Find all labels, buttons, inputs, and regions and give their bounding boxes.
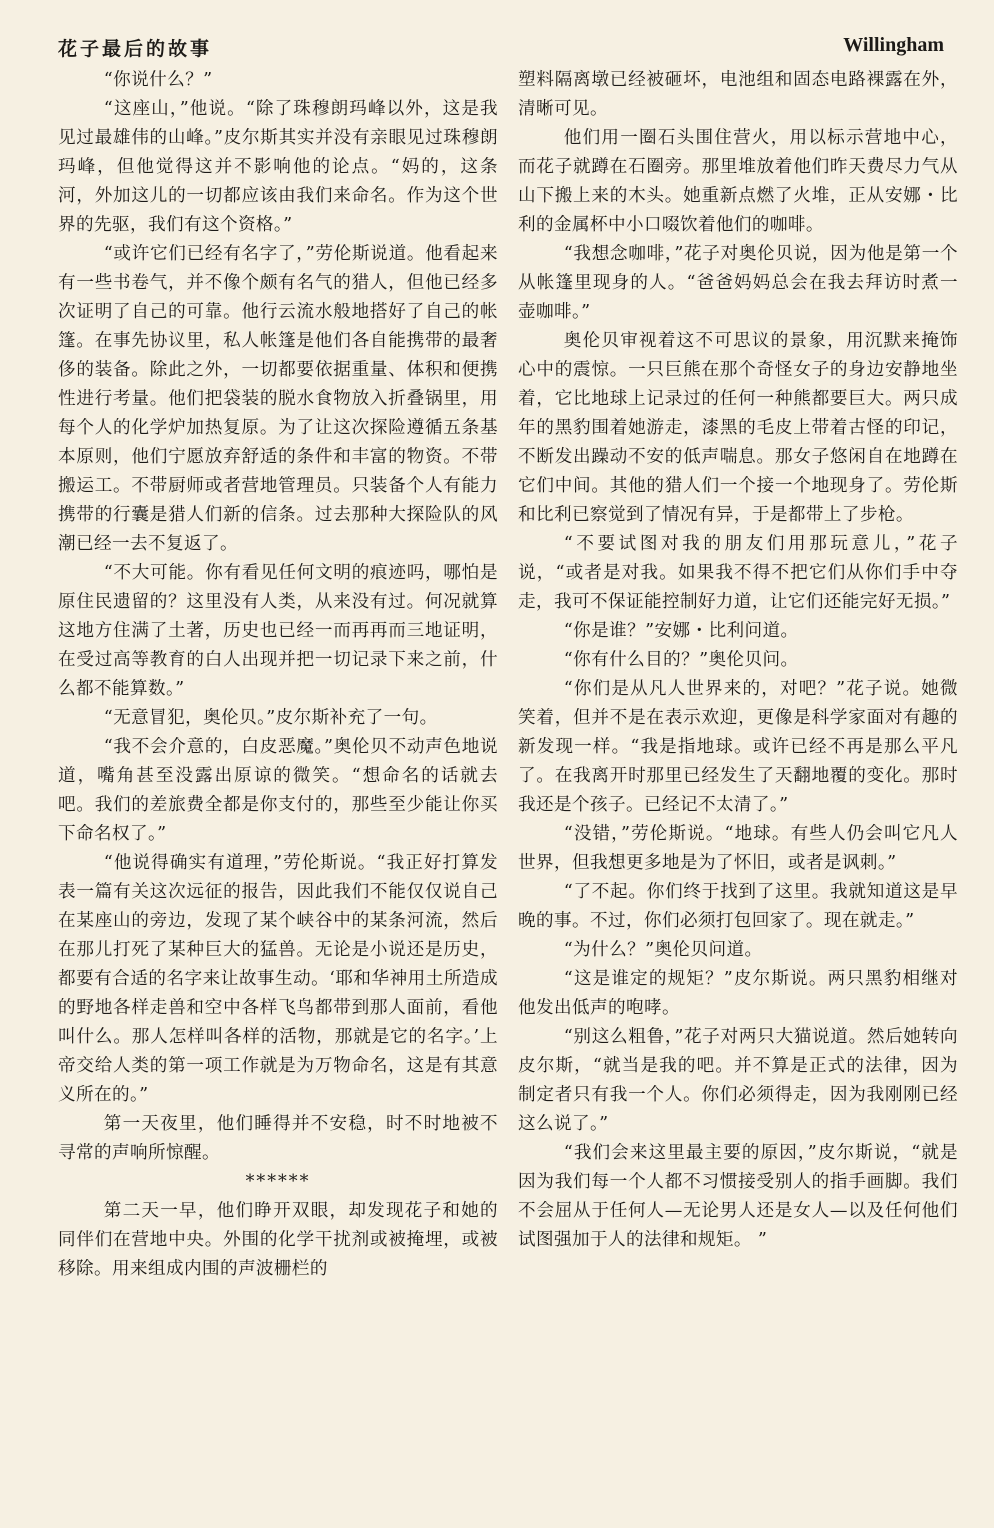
- paragraph-continuation: 塑料隔离墩已经被砸坏，电池组和固态电路裸露在外，清晰可见。: [518, 70, 958, 119]
- paragraph: “无意冒犯，奥伦贝。”皮尔斯补充了一句。: [103, 708, 438, 728]
- right-column: [518, 66, 958, 1255]
- paragraph: 奥伦贝审视着这不可思议的景象，用沉默来掩饰心中的震惊。一只巨熊在那个奇怪女子的身边安静地坐着，它比地球上记录过的任何一种熊都要巨大。两只成年的黑豹围着她游走，漆黑的毛皮上带着古怪的印记，不断发出躁动不安的低声喘息。那女子悠闲自在地蹲在它们中间。其他的猎人们一个接一个地现身了。劳伦斯和比利已察觉到了情况有异，于是都带上了步枪。: [518, 331, 958, 525]
- running-header-title: 花子最后的故事: [58, 38, 213, 60]
- paragraph: “为什么？”奥伦贝问道。: [563, 940, 763, 960]
- paragraph: “这座山，”他说。“除了珠穆朗玛峰以外，这是我见过最雄伟的山峰。”皮尔斯其实并没有亲眼见过珠穆朗玛峰，但他觉得这并不影响他的论点。“妈的，这条河，外加这儿的一切都应该由我们来命名。作为这个世界的先驱，我们有这个资格。”: [58, 99, 498, 235]
- paragraph: “你说什么？”: [103, 70, 213, 90]
- paragraph: “了不起。你们终于找到了这里。我就知道这是早晚的事。不过，你们必须打包回家了。现在就走。”: [518, 882, 958, 931]
- paragraph: “这是谁定的规矩？”皮尔斯说。两只黑豹相继对他发出低声的咆哮。: [518, 969, 958, 1018]
- paragraph: 他们用一圈石头围住营火，用以标示营地中心，而花子就蹲在石圈旁。那里堆放着他们昨天费尽力气从山下搬上来的木头。她重新点燃了火堆，正从安娜・比利的金属杯中小口啜饮着他们的咖啡。: [518, 128, 958, 235]
- left-column: [58, 66, 498, 1284]
- paragraph: “我们会来这里最主要的原因，”皮尔斯说，“就是因为我们每一个人都不习惯接受别人的指手画脚。我们不会屈从于任何人—无论男人还是女人—以及任何他们试图强加于人的法律和规矩。 ”: [518, 1143, 958, 1250]
- paragraph: “不要试图对我的朋友们用那玩意儿，”花子说，“或者是对我。如果我不得不把它们从你们手中夺走，我可不保证能控制好力道，让它们还能完好无损。”: [518, 534, 958, 612]
- paragraph: “别这么粗鲁，”花子对两只大猫说道。然后她转向皮尔斯，“就当是我的吧。并不算是正式的法律，因为制定者只有我一个人。你们必须得走，因为我刚刚已经这么说了。”: [518, 1027, 958, 1134]
- paragraph: “没错，”劳伦斯说。“地球。有些人仍会叫它凡人世界，但我想更多地是为了怀旧，或者是讽刺。”: [518, 824, 958, 873]
- paragraph: “你是谁？”安娜・比利问道。: [563, 621, 799, 641]
- paragraph: “或许它们已经有名字了，”劳伦斯说道。他看起来有一些书卷气，并不像个颇有名气的猎人，但他已经多次证明了自己的可靠。他行云流水般地搭好了自己的帐篷。在事先协议里，私人帐篷是他们各自能携带的最奢侈的装备。除此之外，一切都要依据重量、体积和便携性进行考量。他们把袋装的脱水食物放入折叠锅里，用每个人的化学炉加热复原。为了让这次探险遵循五条基本原则，他们宁愿放弃舒适的条件和丰富的物资。不带搬运工。不带厨师或者营地管理员。只装备个人有能力携带的行囊是猎人们新的信条。过去那种大探险队的风潮已经一去不复返了。: [58, 244, 498, 554]
- paragraph: 第一天夜里，他们睡得并不安稳，时不时地被不寻常的声响所惊醒。: [58, 1114, 498, 1163]
- paragraph: “你们是从凡人世界来的，对吧？”花子说。她微笑着，但并不是在表示欢迎，更像是科学家面对有趣的新发现一样。“我是指地球。或许已经不再是那么平凡了。在我离开时那里已经发生了天翻地覆的变化。那时我还是个孩子。已经记不太清了。”: [518, 679, 958, 815]
- section-separator: ******: [245, 1172, 311, 1192]
- paragraph: 第二天一早，他们睁开双眼，却发现花子和她的同伴们在营地中央。外围的化学干扰剂或被掩埋，或被移除。用来组成内围的声波栅栏的: [58, 1201, 498, 1279]
- running-header-author: Willingham: [843, 34, 944, 56]
- paragraph: “不大可能。你有看见任何文明的痕迹吗，哪怕是原住民遗留的？这里没有人类，从来没有过。何况就算这地方住满了土著，历史也已经一而再再而三地证明，在受过高等教育的白人出现并把一切记录下来之前，什么都不能算数。”: [58, 563, 498, 699]
- paragraph: “你有什么目的？”奥伦贝问。: [563, 650, 799, 670]
- paragraph: “我不会介意的，白皮恶魔。”奥伦贝不动声色地说道，嘴角甚至没露出原谅的微笑。“想命名的话就去吧。我们的差旅费全都是你支付的，那些至少能让你买下命名权了。”: [58, 737, 498, 844]
- paragraph: “我想念咖啡，”花子对奥伦贝说，因为他是第一个从帐篷里现身的人。“爸爸妈妈总会在我去拜访时煮一壶咖啡。”: [518, 244, 958, 322]
- paragraph: “他说得确实有道理，”劳伦斯说。“我正好打算发表一篇有关这次远征的报告，因此我们不能仅仅说自己在某座山的旁边，发现了某个峡谷中的某条河流，然后在那儿打死了某种巨大的猛兽。无论是小说还是历史，都要有合适的名字来让故事生动。‘耶和华神用土所造成的野地各样走兽和空中各样飞鸟都带到那人面前，看他叫什么。那人怎样叫各样的活物，那就是它的名字。’上帝交给人类的第一项工作就是为万物命名，这是有其意义所在的。”: [58, 853, 498, 1105]
